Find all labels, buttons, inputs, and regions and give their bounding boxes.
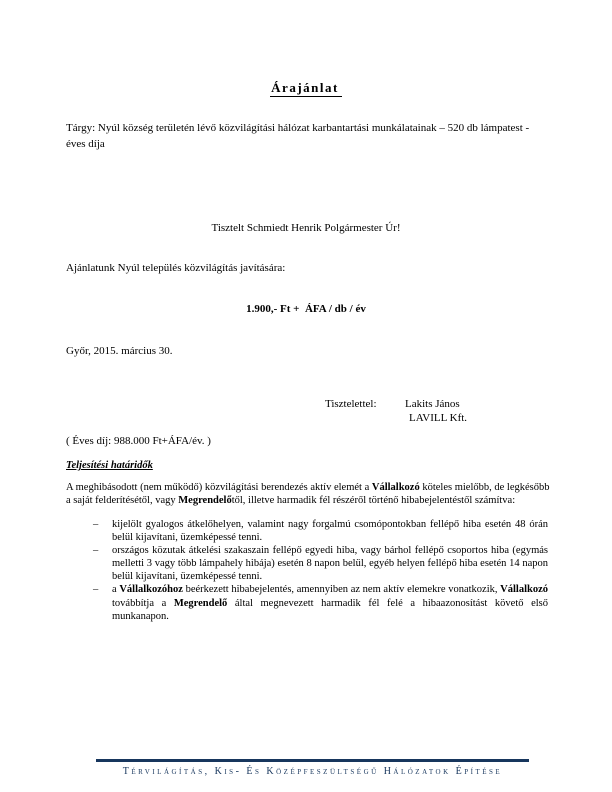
salutation: Tisztelt Schmiedt Henrik Polgármester Úr! <box>211 222 401 234</box>
annual-fee-note: ( Éves díj: 988.000 Ft+ÁFA/év. ) <box>66 435 211 447</box>
footer-divider <box>96 759 529 762</box>
signature-name: Lakits János <box>405 398 460 410</box>
signature-company: LAVILL Kft. <box>409 412 468 424</box>
price-line: 1.900,- Ft + ÁFA / db / év <box>246 303 366 315</box>
date-line: Győr, 2015. március 30. <box>66 345 173 357</box>
list-item <box>66 583 548 622</box>
signature-block <box>0 398 612 430</box>
bullet-dash: – <box>93 584 99 596</box>
bullet-dash: – <box>93 545 99 557</box>
deadlines-intro: A meghibásodott (nem működő) közvilágítási berendezés aktív elemét a Vállalkozó köteles mielőbb, de legkésőbb a saját felderítésétől, vagy Megrendelőtől, illetve harmadik fél részéről történő hibabejelentéstől számítva: <box>66 482 550 506</box>
deadlines-heading: Teljesítési határidők <box>66 460 153 471</box>
subject-line: Tárgy: Nyúl község területén lévő közvilágítási hálózat karbantartási munkálatainak – 520 db lámpatest - éves díja <box>66 122 530 150</box>
document-title-text: Árajánlat <box>270 80 342 97</box>
signature-closing: Tisztelettel: <box>325 398 377 410</box>
list-item-text: országos közutak átkelési szakaszain fellépő egyedi hiba, vagy bárhol fellépő csoportos hiba (egymás melletti 3 vagy több lámpahely hibája) esetén 8 napon belül, egyéb helyen fellépő hiba esetén 14 napon belül kijavítani, üzemképessé tenni. <box>112 545 548 583</box>
list-item <box>66 518 548 544</box>
list-item-text: kijelölt gyalogos átkelőhelyen, valamint nagy forgalmú csomópontokban fellépő hiba esetén 48 órán belül kijavítani, üzemképessé tenni. <box>112 519 548 544</box>
list-item <box>66 544 548 583</box>
document-title <box>0 80 612 96</box>
deadline-list <box>66 518 548 623</box>
list-item-text: a Vállalkozóhoz beérkezett hibabejelentés, amennyiben az nem aktív elemekre vonatkozik, Vállalkozó továbbítja a Megrendelő által megnevezett harmadik fél felé a hibaazonosítást követő első munkanapon. <box>112 584 548 622</box>
page-footer <box>96 759 529 777</box>
footer-tagline: Térvilágítás, Kis- És Középfeszültségű Hálózatok Építése <box>122 765 503 777</box>
bullet-dash: – <box>93 519 99 530</box>
offer-intro: Ajánlatunk Nyúl település közvilágítás javítására: <box>66 262 286 274</box>
